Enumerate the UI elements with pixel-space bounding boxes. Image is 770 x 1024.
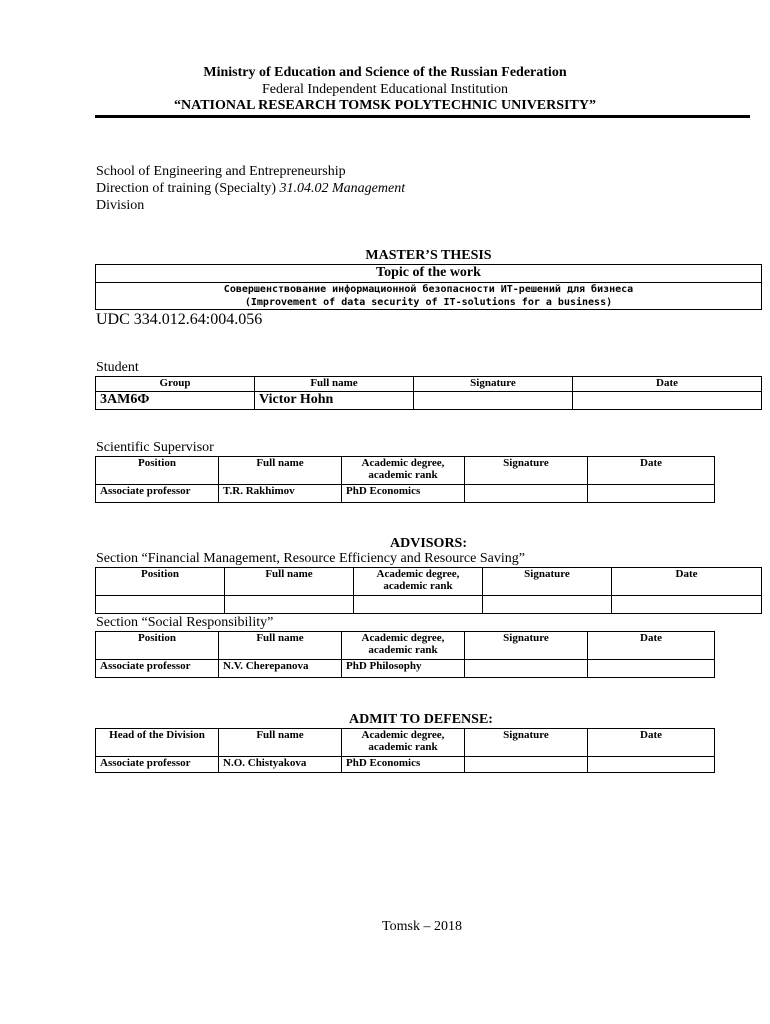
admit-table	[95, 728, 715, 773]
institution-type: Federal Independent Educational Institution	[261, 82, 509, 97]
social-header-date: Date	[588, 632, 715, 660]
admit-signature	[465, 757, 588, 773]
student-signature	[414, 392, 573, 410]
supervisor-header-date: Date	[588, 457, 715, 485]
student-header-signature: Signature	[414, 377, 573, 392]
admit-header-name: Full name	[219, 729, 342, 757]
social-signature	[465, 660, 588, 678]
social-position: Associate professor	[96, 660, 219, 678]
school-line: School of Engineering and Entrepreneurship	[96, 164, 346, 179]
topic-russian: Совершенствование информационной безопасности ИТ-решений для бизнеса	[223, 284, 634, 295]
financial-name	[225, 596, 354, 614]
financial-header-date: Date	[612, 568, 762, 596]
admit-name: N.O. Chistyakova	[219, 757, 342, 773]
supervisor-table	[95, 456, 715, 503]
supervisor-name: T.R. Rakhimov	[219, 485, 342, 503]
admit-header-head: Head of the Division	[96, 729, 219, 757]
student-table	[95, 376, 762, 410]
supervisor-header-degree: Academic degree, academic rank	[342, 457, 465, 485]
admit-header-date: Date	[588, 729, 715, 757]
student-header-group: Group	[96, 377, 255, 392]
supervisor-degree: PhD Economics	[342, 485, 465, 503]
social-header-name: Full name	[219, 632, 342, 660]
header-divider	[95, 115, 750, 118]
social-degree: PhD Philosophy	[342, 660, 465, 678]
financial-header-name: Full name	[225, 568, 354, 596]
supervisor-header-name: Full name	[219, 457, 342, 485]
place-year: Tomsk – 2018	[382, 919, 462, 934]
student-name: Victor Hohn	[255, 392, 414, 410]
udc-code: UDC 334.012.64:004.056	[96, 311, 263, 328]
student-section-label: Student	[96, 360, 139, 375]
division-line: Division	[96, 198, 145, 213]
admit-degree: PhD Economics	[342, 757, 465, 773]
topic-table	[95, 264, 762, 310]
financial-header-signature: Signature	[483, 568, 612, 596]
social-header-position: Position	[96, 632, 219, 660]
financial-position	[96, 596, 225, 614]
social-advisor-table	[95, 631, 715, 678]
admit-header-signature: Signature	[465, 729, 588, 757]
student-date	[573, 392, 762, 410]
social-header-degree: Academic degree, academic rank	[342, 632, 465, 660]
direction-value: 31.04.02 Management	[279, 181, 406, 196]
supervisor-position: Associate professor	[96, 485, 219, 503]
financial-signature	[483, 596, 612, 614]
topic-english: (Improvement of data security of IT-solutions for a business)	[244, 297, 613, 308]
university-name: “NATIONAL RESEARCH TOMSK POLYTECHNIC UNIVERSITY”	[174, 98, 596, 113]
advisors-title: ADVISORS:	[389, 536, 467, 551]
student-header-name: Full name	[255, 377, 414, 392]
student-group: 3AM6Ф	[96, 392, 255, 410]
supervisor-header-signature: Signature	[465, 457, 588, 485]
topic-cell	[96, 283, 762, 310]
financial-advisor-table	[95, 567, 762, 614]
financial-header-degree: Academic degree, academic rank	[354, 568, 483, 596]
social-date	[588, 660, 715, 678]
social-header-signature: Signature	[465, 632, 588, 660]
student-header-date: Date	[573, 377, 762, 392]
financial-degree	[354, 596, 483, 614]
ministry-heading: Ministry of Education and Science of the Russian Federation	[203, 65, 567, 80]
supervisor-signature	[465, 485, 588, 503]
admit-title: ADMIT TO DEFENSE:	[349, 712, 493, 727]
admit-header-degree: Academic degree, academic rank	[342, 729, 465, 757]
financial-header-position: Position	[96, 568, 225, 596]
supervisor-section-label: Scientific Supervisor	[96, 440, 214, 455]
supervisor-header-position: Position	[96, 457, 219, 485]
admit-date	[588, 757, 715, 773]
financial-section-label: Section “Financial Management, Resource Efficiency and Resource Saving”	[96, 551, 525, 566]
thesis-title: MASTER’S THESIS	[365, 248, 492, 263]
financial-date	[612, 596, 762, 614]
social-section-label: Section “Social Responsibility”	[96, 615, 274, 630]
direction-line	[96, 181, 405, 197]
admit-position: Associate professor	[96, 757, 219, 773]
social-name: N.V. Cherepanova	[219, 660, 342, 678]
supervisor-date	[588, 485, 715, 503]
direction-prefix: Direction of training (Specialty)	[96, 181, 280, 196]
topic-label: Topic of the work	[96, 265, 762, 283]
